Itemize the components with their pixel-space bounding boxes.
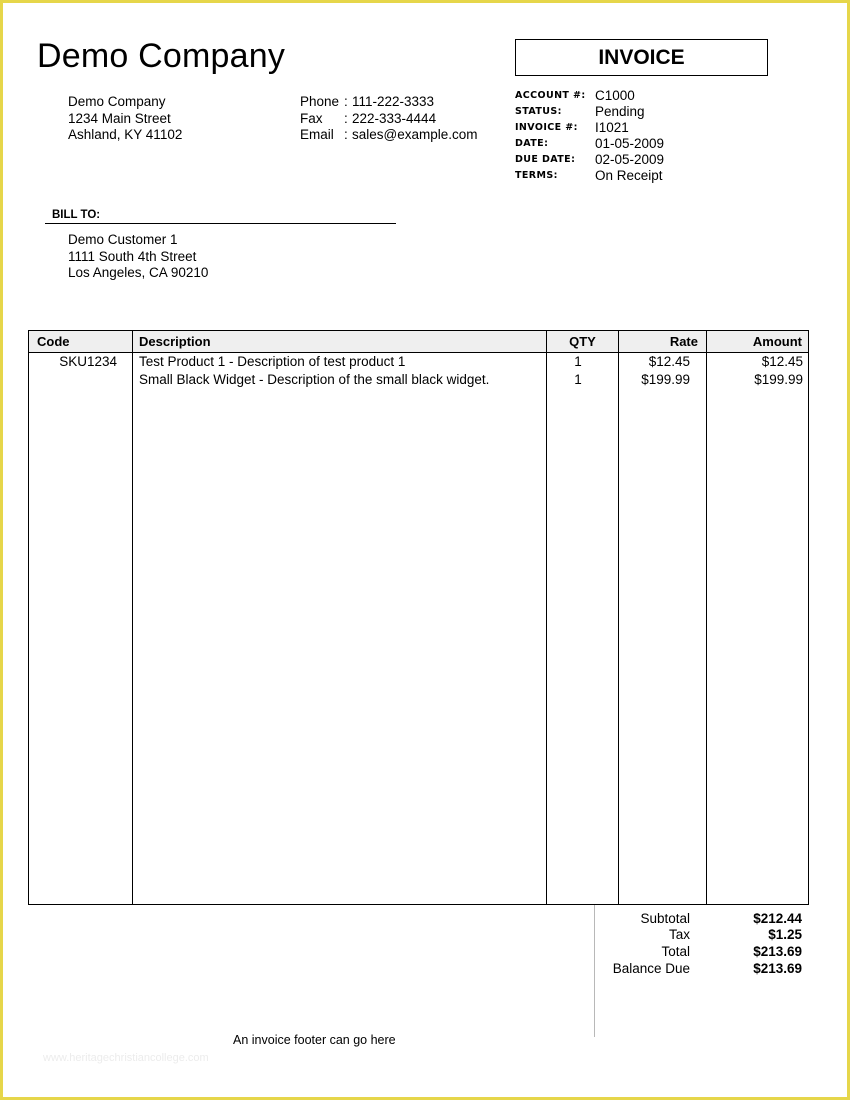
company-address — [68, 94, 182, 144]
totals-value: $212.44 — [753, 911, 802, 926]
meta-row-invoice-number — [515, 119, 664, 135]
invoice-meta — [515, 87, 664, 183]
contact-sep: : — [344, 127, 348, 142]
contact-label: Fax — [300, 110, 323, 126]
column-divider — [132, 331, 133, 904]
company-address-line: Ashland, KY 41102 — [68, 127, 183, 142]
meta-label: ACCOUNT #: — [515, 89, 586, 101]
bill-to-line: Los Angeles, CA 90210 — [68, 265, 209, 280]
meta-value: On Receipt — [595, 167, 663, 183]
company-contact — [300, 94, 478, 144]
column-divider — [546, 331, 547, 904]
company-address-line: 1234 Main Street — [68, 110, 171, 126]
contact-value: 222-333-4444 — [352, 110, 437, 126]
meta-label: DATE: — [515, 137, 549, 149]
row-rate: $12.45 — [648, 354, 690, 369]
totals-label: Subtotal — [640, 911, 690, 926]
bill-to-address — [68, 232, 208, 282]
totals-value: $213.69 — [753, 944, 802, 959]
contact-value: sales@example.com — [352, 127, 478, 142]
bill-to-divider — [45, 223, 396, 224]
contact-email — [300, 127, 478, 144]
meta-label: INVOICE #: — [515, 121, 578, 133]
watermark: www.heritagechristiancollege.com — [43, 1052, 209, 1064]
contact-sep: : — [344, 94, 348, 109]
totals-label: Balance Due — [612, 961, 690, 976]
meta-label: STATUS: — [515, 105, 562, 117]
meta-row-date — [515, 135, 664, 151]
meta-row-due-date — [515, 151, 664, 167]
header-description: Description — [139, 334, 211, 349]
company-name: Demo Company — [37, 37, 286, 75]
meta-label: TERMS: — [515, 169, 558, 181]
meta-row-terms — [515, 167, 664, 183]
row-amount: $12.45 — [761, 354, 803, 369]
column-divider — [706, 331, 707, 904]
row-amount: $199.99 — [754, 372, 803, 387]
row-rate: $199.99 — [641, 372, 690, 387]
bill-to-line: 1111 South 4th Street — [68, 248, 197, 264]
totals-value: $1.25 — [768, 927, 802, 942]
meta-value: Pending — [595, 103, 645, 119]
meta-value: 01-05-2009 — [595, 135, 665, 151]
totals-value: $213.69 — [753, 961, 802, 976]
bill-to-label: BILL TO: — [52, 209, 101, 221]
row-code: SKU1234 — [59, 354, 117, 369]
document-title: INVOICE — [515, 39, 768, 76]
meta-row-status — [515, 103, 664, 119]
row-description: Test Product 1 - Description of test product 1 — [139, 354, 406, 369]
meta-value: I1021 — [595, 119, 629, 135]
totals-label: Total — [661, 944, 690, 959]
column-divider — [618, 331, 619, 904]
company-address-line: Demo Company — [68, 94, 166, 109]
meta-label: DUE DATE: — [515, 153, 576, 165]
contact-label: Phone — [300, 94, 340, 109]
meta-row-account — [515, 87, 664, 103]
totals-label: Tax — [668, 927, 690, 942]
contact-value: 111-222-3333 — [352, 94, 435, 109]
contact-sep: : — [344, 110, 348, 126]
contact-fax — [300, 111, 478, 128]
row-qty: 1 — [574, 354, 582, 369]
header-amount: Amount — [752, 334, 802, 349]
header-qty: QTY — [569, 334, 596, 349]
header-code: Code — [37, 334, 70, 349]
meta-value: C1000 — [595, 87, 635, 103]
bill-to-line: Demo Customer 1 — [68, 232, 178, 247]
header-rate: Rate — [669, 334, 698, 349]
contact-label: Email — [300, 127, 334, 142]
row-qty: 1 — [574, 372, 582, 387]
line-items-table — [28, 330, 809, 905]
meta-value: 02-05-2009 — [595, 151, 665, 167]
contact-phone — [300, 94, 478, 111]
row-description: Small Black Widget - Description of the small black widget. — [139, 372, 490, 387]
invoice-footer: An invoice footer can go here — [233, 1033, 396, 1047]
